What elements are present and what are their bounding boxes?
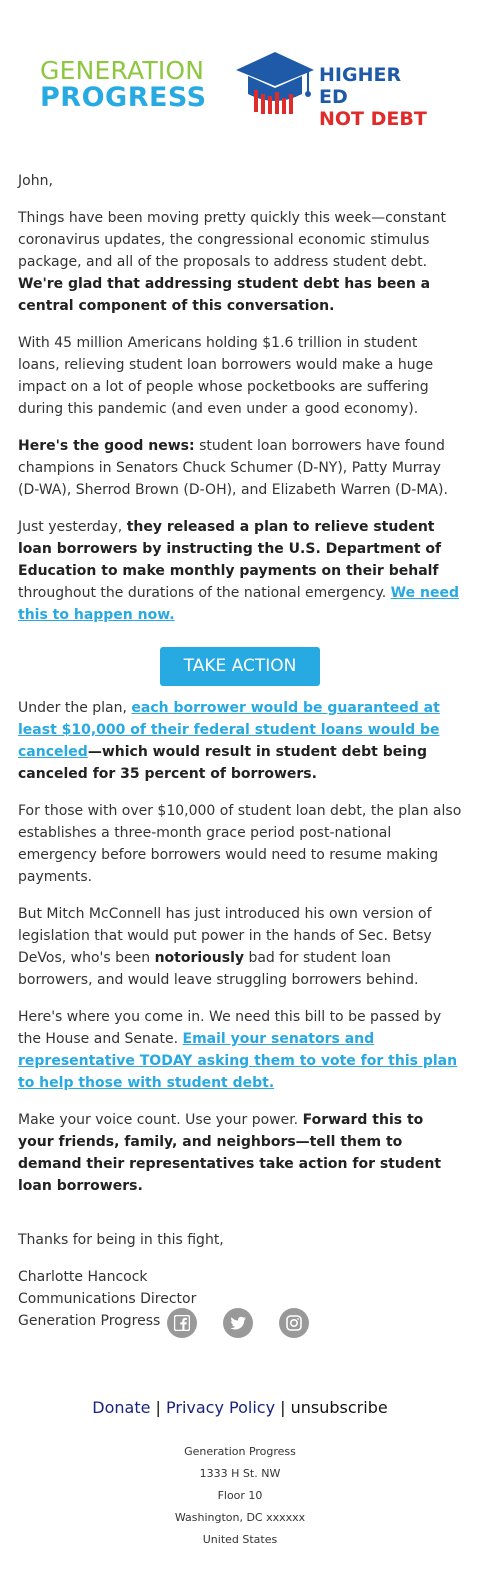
twitter-icon[interactable] (223, 1308, 253, 1338)
donate-link[interactable]: Donate (92, 1398, 151, 1417)
email-body (18, 170, 462, 1332)
signature-org: Generation Progress (18, 1313, 161, 1329)
footer-separator: | (275, 1398, 291, 1417)
guaranteed-cancellation-link[interactable]: each borrower would be guaranteed at least $10,000 of their federal student loans would be canceled (18, 700, 440, 760)
footer-separator: | (150, 1398, 167, 1417)
address-line-country: United States (202, 1533, 278, 1546)
signoff: Thanks for being in this fight, (18, 1232, 224, 1248)
paragraph-4: Just yesterday, they released a plan to relieve student loan borrowers by instructing the U.S. Department of Education to make monthly payments on their behalf throughout the durations of the national emergency. We need this to happen now. (18, 519, 459, 623)
paragraph-8: Here's where you come in. We need this bill to be passed by the House and Senate. Email your senators and representative TODAY asking them to vote for this plan to help those with student debt. (18, 1009, 458, 1091)
take-action-button[interactable]: TAKE ACTION (160, 647, 320, 686)
we-need-this-link[interactable]: We need this to happen now. (18, 585, 459, 623)
email-header (0, 40, 480, 130)
unsubscribe-link[interactable]: unsubscribe (290, 1398, 388, 1417)
facebook-icon[interactable] (167, 1308, 197, 1338)
logo-line-generation: GENERATION (40, 56, 205, 85)
privacy-policy-link[interactable]: Privacy Policy (166, 1398, 276, 1417)
address-line-street: 1333 H St. NW (199, 1467, 281, 1480)
generation-progress-logo (40, 57, 215, 113)
paragraph-6: For those with over $10,000 of student loan debt, the plan also establishes a three-month grace period post-national emergency before borrowers would need to resume making payments. (18, 803, 462, 885)
social-links (0, 1308, 480, 1338)
paragraph-2: With 45 million Americans holding $1.6 trillion in student loans, relieving student loan borrowers would make a huge impact on a lot of people whose pocketbooks are suffering during this pandemic (and even under a good economy). (18, 335, 434, 417)
paragraph-9: Make your voice count. Use your power. Forward this to your friends, family, and neighbors—tell them to demand their representatives take action for student loan borrowers. (18, 1112, 442, 1194)
address-line-city: Washington, DC xxxxxx (174, 1511, 306, 1524)
mailing-address (0, 1441, 480, 1551)
email-senators-link[interactable]: Email your senators and representative TODAY asking them to vote for this plan to help those with student debt. (18, 1031, 458, 1091)
paragraph-7: But Mitch McConnell has just introduced his own version of legislation that would put power in the hands of Sec. Betsy DeVos, who's been notoriously bad for student loan borrowers, and would leave struggling borrowers behind. (18, 906, 432, 988)
higher-ed-not-debt-logo (234, 50, 434, 130)
logo-line-higher-ed: HIGHER ED (319, 64, 402, 108)
address-line-floor: Floor 10 (217, 1489, 263, 1502)
signature-name: Charlotte Hancock (18, 1269, 148, 1285)
address-line-org: Generation Progress (184, 1445, 296, 1458)
paragraph-5: Under the plan, each borrower would be guaranteed at least $10,000 of their federal student loans would be canceled—which would result in student debt being canceled for 35 percent of borrowers. (18, 700, 440, 782)
paragraph-3: Here's the good news: student loan borrowers have found champions in Senators Chuck Schumer (D-NY), Patty Murray (D-WA), Sherrod Brown (D-OH), and Elizabeth Warren (D-MA). (18, 438, 448, 498)
logo-line-progress: PROGRESS (40, 82, 207, 113)
instagram-icon[interactable] (279, 1308, 309, 1338)
greeting: John, (18, 173, 53, 189)
logo-line-not-debt: NOT DEBT (319, 108, 427, 130)
paragraph-1: Things have been moving pretty quickly this week—constant coronavirus updates, the congressional economic stimulus package, and all of the proposals to address student debt. We're glad that addressing student debt has been a central component of this conversation. (18, 210, 447, 314)
signature-title: Communications Director (18, 1291, 197, 1307)
footer-links (0, 1396, 480, 1420)
graduation-cap-icon (234, 50, 316, 116)
